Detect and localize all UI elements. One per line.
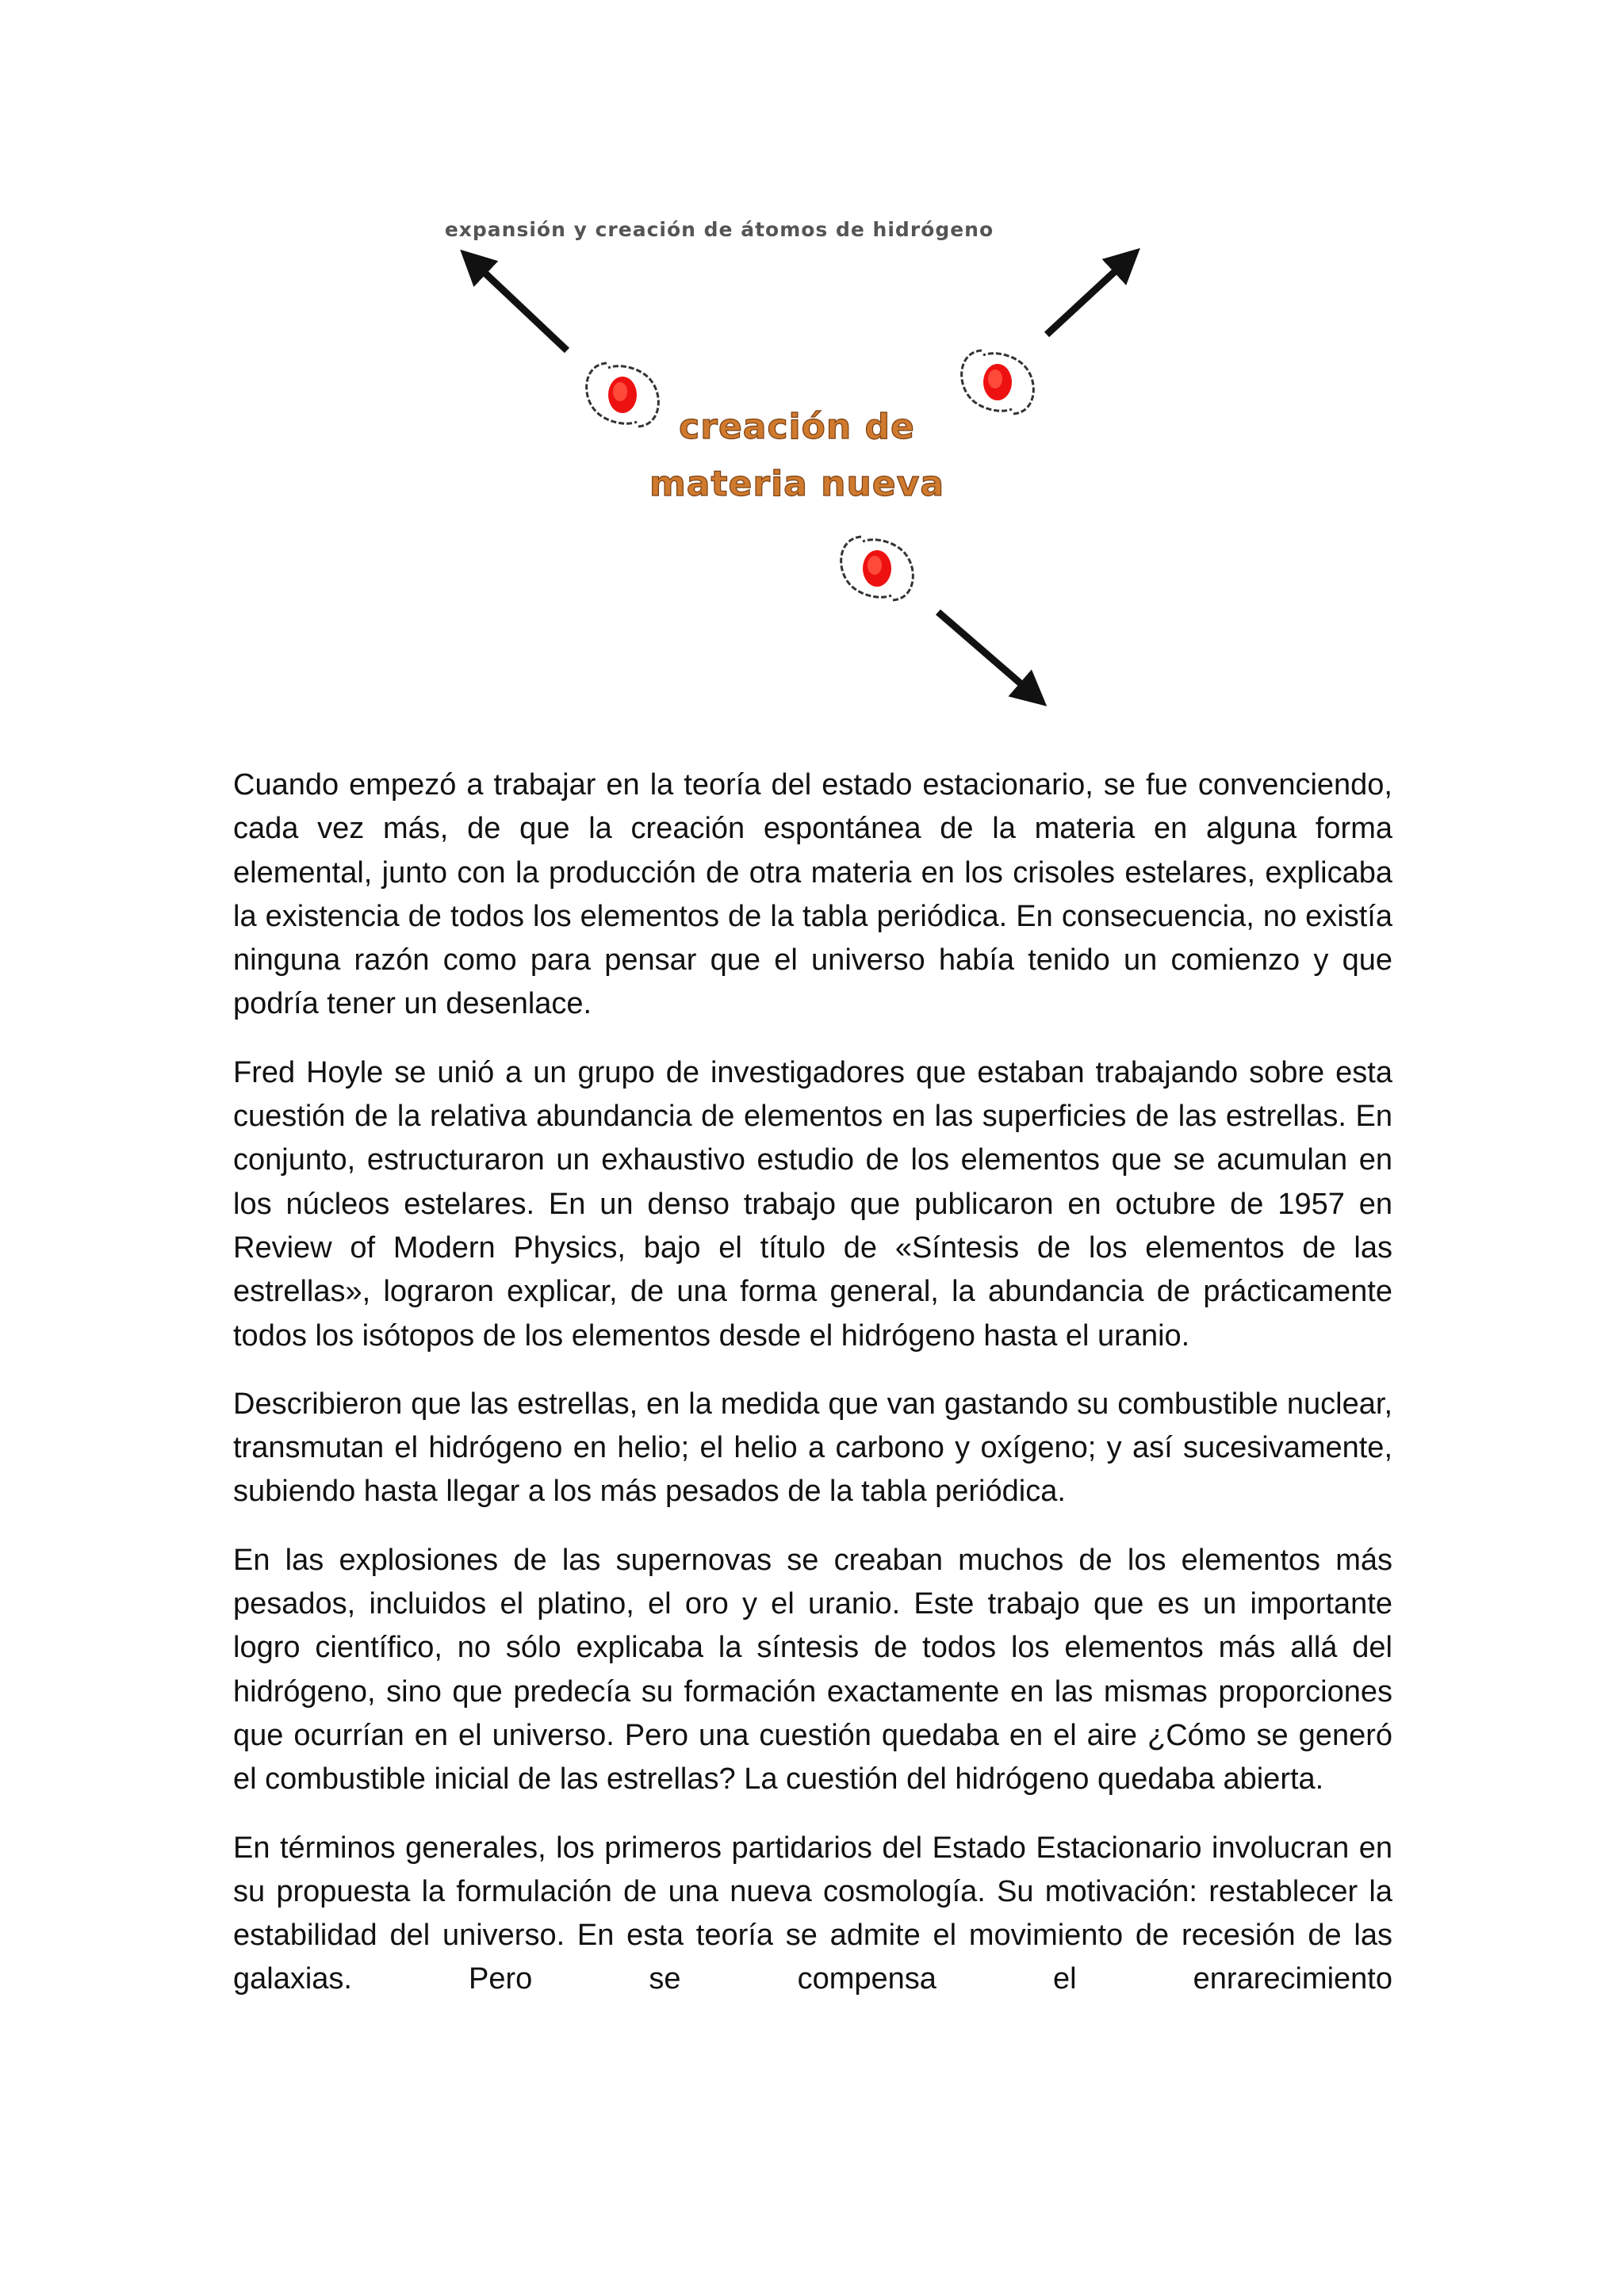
galaxy-left-icon [587,363,659,427]
main-label-line1: creación de [679,407,915,447]
arrow-down-right [938,612,1039,699]
paragraph-4: En las explosiones de las supernovas se creaban muchos de los elementos más pesados, incluidos el platino, el oro y el uranio. Este trabajo que es un importante logro científico, no sólo explicaba la síntesis de todos los elementos más allá del hidrógeno, sino que predecía su formación exactamente en las mismas proporciones que ocurrían en el universo. Pero una cuestión quedaba en el aire ¿Cómo se generó el combustible inicial de las estrellas? La cuestión del hidrógeno quedaba abierta. [233,1543,1392,1797]
arrow-up-right [1047,255,1132,335]
top-caption: expansión y creación de átomos de hidrógeno [444,218,994,241]
illustration-figure [444,190,1158,729]
paragraph-1: Cuando empezó a trabajar en la teoría del estado estacionario, se fue convenciendo, cada vez más, de que la creación espontánea de la materia en alguna forma elemental, junto con la producción de otra materia en los crisoles estelares, explicaba la existencia de todos los elementos de la tabla periódica. En consecuencia, no existía ninguna razón como para pensar que el universo había tenido un comienzo y que podría tener un desenlace. [233,768,1392,1021]
galaxy-right-icon [962,350,1034,414]
body-text [233,763,1392,2026]
paragraph-5: En términos generales, los primeros partidarios del Estado Estacionario involucran en su propuesta la formulación de una nueva cosmología. Su motivación: restablecer la estabilidad del universo. En esta teoría se admite el movimiento de recesión de las galaxias. Pero se compensa el enrarecimiento [233,1831,1392,1996]
paragraph-3: Describieron que las estrellas, en la medida que van gastando su combustible nuclear, transmutan el hidrógeno en helio; el helio a carbono y oxígeno; y así sucesivamente, subiendo hasta llegar a los más pesados de la tabla periódica. [233,1387,1392,1509]
arrow-up-left [468,257,567,350]
main-label-line2: materia nueva [649,464,945,504]
galaxy-bottom-icon [841,537,914,600]
paragraph-2: Fred Hoyle se unió a un grupo de investigadores que estaban trabajando sobre esta cuestión de la relativa abundancia de elementos en las superficies de las estrellas. En conjunto, estructuraron un exhaustivo estudio de los elementos que se acumulan en los núcleos estelares. En un denso trabajo que publicaron en octubre de 1957 en Review of Modern Physics, bajo el título de «Síntesis de los elementos de las estrellas», lograron explicar, de una forma general, la abundancia de prácticamente todos los isótopos de los elementos desde el hidrógeno hasta el uranio. [233,1055,1392,1353]
matter-creation-diagram [444,190,1158,729]
